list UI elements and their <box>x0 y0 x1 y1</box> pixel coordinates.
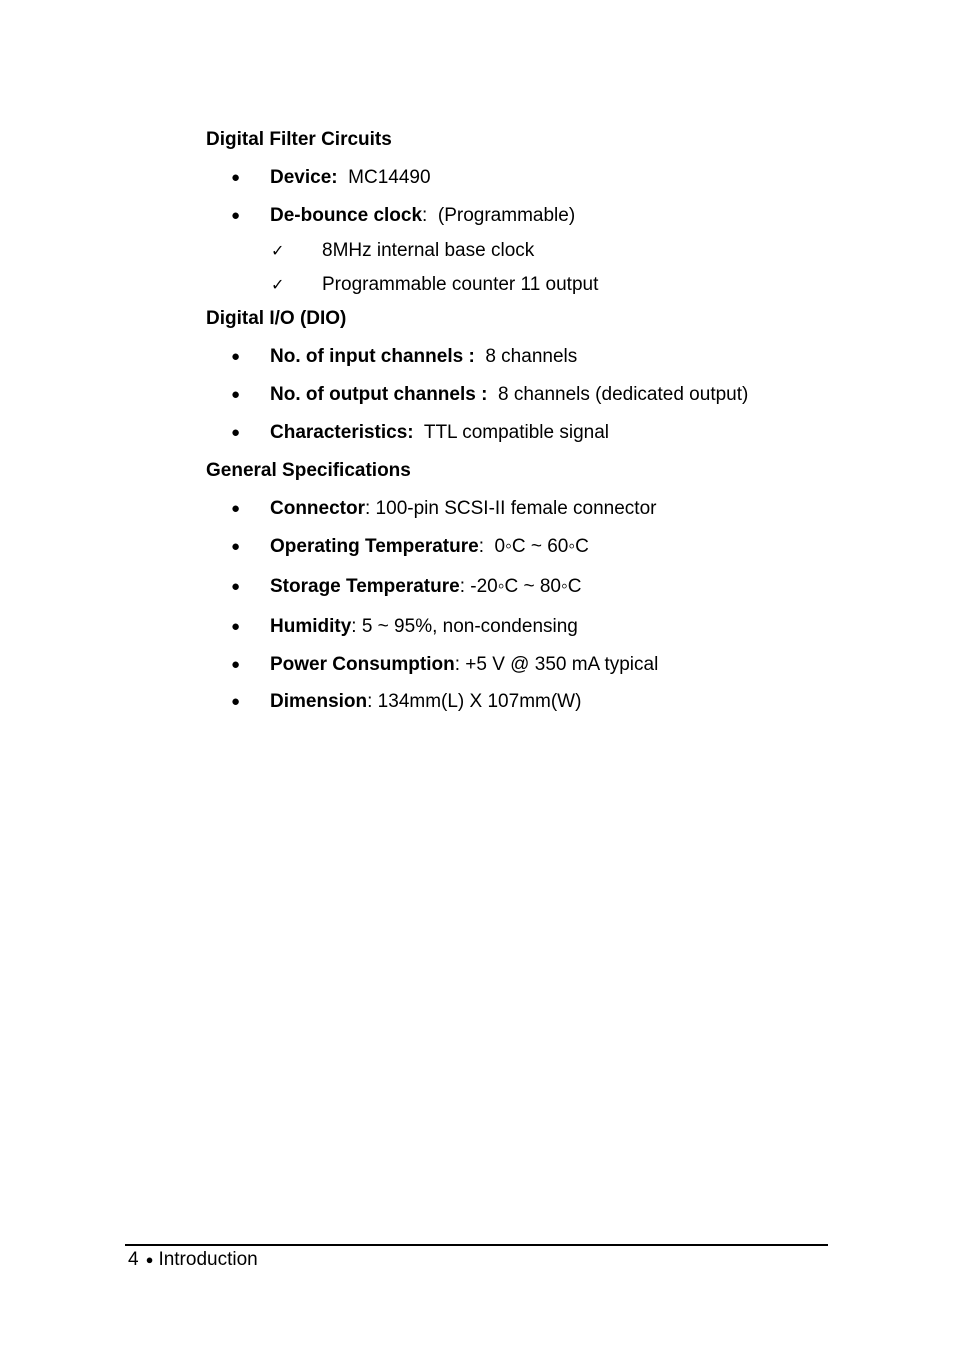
page-footer <box>128 1248 258 1272</box>
footer-bullet-icon: ● <box>145 1252 154 1267</box>
spec-item-humidity <box>0 615 954 639</box>
spec-item-device <box>0 166 954 190</box>
footer-section-title: Introduction <box>158 1249 258 1270</box>
checkmark-icon: ✓ <box>271 275 285 294</box>
spec-value: 8 channels <box>474 346 578 367</box>
spec-label: Storage Temperature <box>270 576 460 597</box>
spec-value: MC14490 <box>337 167 431 188</box>
spec-item-operating-temperature <box>0 535 954 559</box>
spec-label: No. of output channels : <box>270 384 488 405</box>
spec-item-dimension <box>0 690 954 714</box>
sub-item-base-clock <box>0 239 954 263</box>
bullet-icon: ● <box>231 500 241 517</box>
footer-divider <box>125 1244 828 1246</box>
spec-item-characteristics <box>0 421 954 445</box>
spec-label: Operating Temperature <box>270 536 479 557</box>
spec-label: Power Consumption <box>270 654 455 675</box>
spec-value: : 134mm(L) X 107mm(W) <box>367 691 582 712</box>
bullet-icon: ● <box>231 348 241 365</box>
bullet-icon: ● <box>231 578 241 595</box>
spec-label: No. of input channels : <box>270 346 475 367</box>
spec-value: : (Programmable) <box>422 205 576 226</box>
spec-value: : 0◦C ~ 60◦C <box>478 536 589 557</box>
spec-item-storage-temperature <box>0 575 954 599</box>
page-number: 4 <box>128 1249 139 1270</box>
sub-item-text: 8MHz internal base clock <box>322 240 535 261</box>
spec-item-power-consumption <box>0 653 954 677</box>
spec-value: TTL compatible signal <box>413 422 609 443</box>
bullet-icon: ● <box>231 169 241 186</box>
bullet-icon: ● <box>231 693 241 710</box>
bullet-icon: ● <box>231 207 241 224</box>
spec-item-input-channels <box>0 345 954 369</box>
spec-label: Dimension <box>270 691 368 712</box>
spec-item-connector <box>0 497 954 521</box>
spec-label: Humidity <box>270 616 352 637</box>
section-heading-digital-filter-circuits: Digital Filter Circuits <box>206 129 392 150</box>
spec-label: De-bounce clock <box>270 205 423 226</box>
spec-value: : +5 V @ 350 mA typical <box>454 654 659 675</box>
checkmark-icon: ✓ <box>271 241 285 260</box>
bullet-icon: ● <box>231 618 241 635</box>
spec-value: : 5 ~ 95%, non-condensing <box>351 616 578 637</box>
spec-value: 8 channels (dedicated output) <box>487 384 749 405</box>
bullet-icon: ● <box>231 386 241 403</box>
spec-label: Device: <box>270 167 338 188</box>
spec-value: : -20◦C ~ 80◦C <box>459 576 582 597</box>
section-heading-digital-io: Digital I/O (DIO) <box>206 308 347 329</box>
spec-value: : 100-pin SCSI-II female connector <box>365 498 657 519</box>
spec-label: Characteristics: <box>270 422 414 443</box>
sub-item-text: Programmable counter 11 output <box>322 274 599 295</box>
spec-item-output-channels <box>0 383 954 407</box>
bullet-icon: ● <box>231 656 241 673</box>
sub-item-counter-output <box>0 273 954 297</box>
spec-item-debounce-clock <box>0 204 954 228</box>
section-heading-general-specifications: General Specifications <box>206 460 411 481</box>
spec-label: Connector <box>270 498 365 519</box>
bullet-icon: ● <box>231 424 241 441</box>
bullet-icon: ● <box>231 538 241 555</box>
